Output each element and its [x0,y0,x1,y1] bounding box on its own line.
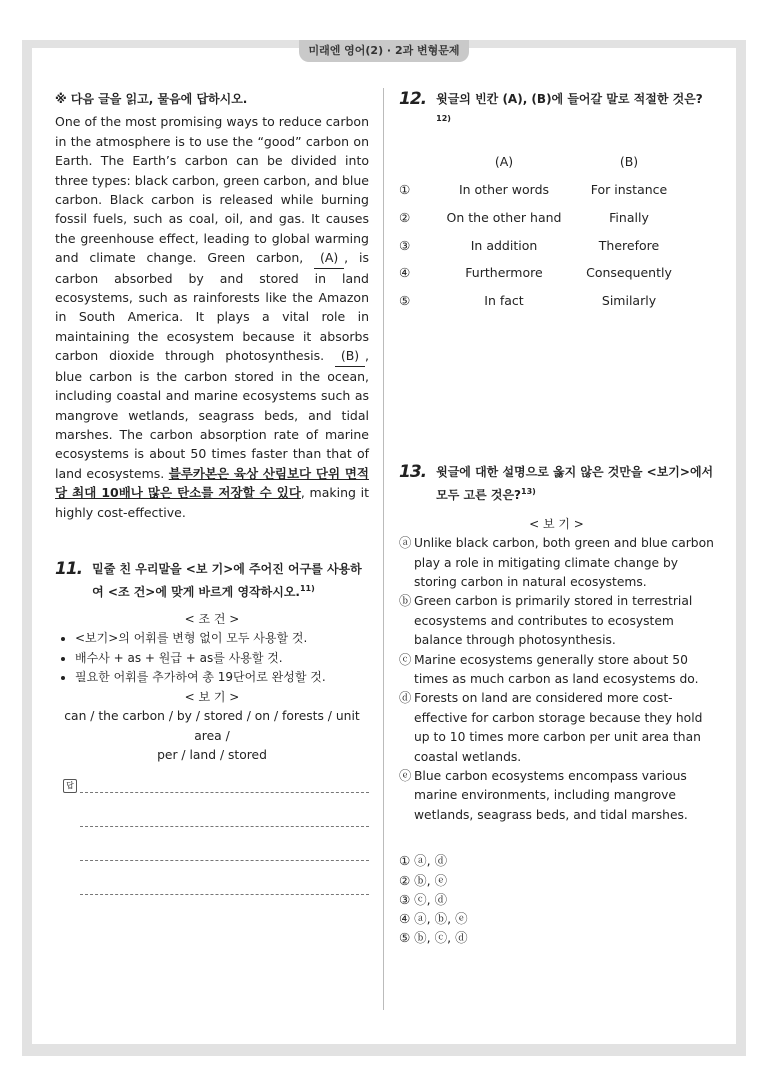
item-mark: ⓐ [399,536,412,551]
list-item [399,767,714,825]
item-text: Green carbon is primarily stored in terrestrial ecosystems and contributes to ecosystem balance through photosynthesis. [414,594,693,648]
option-mark: ⑤ [399,293,411,309]
option-mark: ① [399,181,411,197]
option-a: Furthermore [465,265,543,281]
passage-part-1: One of the most promising ways to reduce carbon in the atmosphere is to use the “good” carbon on Earth. The Earth’s carbon can be divided into three types: black carbon, green carbon, and blue carbon. Black carbon is released while burning fossil fuels, such as coal, oil, and gas. It causes the greenhouse effect, leading to global warming and climate change. Green carbon, [55,114,369,266]
q11-box-line-2: per / land / stored [157,748,267,763]
q12-heading [399,90,714,132]
condition-item: • <보기>의 어휘를 변형 없이 모두 사용할 것. [75,629,369,649]
q12-text: 윗글의 빈칸 (A), (B)에 들어갈 말로 적절한 것은? [436,92,703,106]
underlined-korean: 블루카본은 육상 산림보다 단위 면적당 최대 10배나 많은 탄소를 저장할 수 있다 [55,465,369,501]
answer-label-icon: 답 [63,779,77,793]
answer-line[interactable] [80,893,369,895]
item-mark: ⓑ [399,594,412,609]
q11-condition-title: < 조 건 > [184,611,240,626]
condition-item: • 배수사 + as + 원급 + as를 사용할 것. [75,649,369,669]
option-row[interactable] [399,231,679,259]
q12-number: 12. [399,89,427,109]
passage-part-4: , making it highly cost-effective. [55,485,370,520]
item-mark: ⓓ [399,691,412,706]
q13-items [399,534,714,825]
blank-b: (B) [335,346,365,366]
q12-options-table [399,148,679,315]
option-b: For instance [590,181,668,197]
answer-choice[interactable]: ② ⓑ, ⓔ [399,872,448,888]
option-row[interactable] [399,204,679,232]
option-a: In addition [470,237,538,253]
right-column [399,90,714,948]
item-text: Forests on land are considered more cost-effective for carbon storage because they hold up to 10 times more carbon per unit area than coastal wetlands. [414,691,703,764]
column-a-header: (A) [494,154,514,170]
instruction: ※ 다음 글을 읽고, 물음에 답하시오. [55,92,248,106]
q11-box-line-1: can / the carbon / by / stored / on / forests / unit area / [64,709,360,743]
list-item [399,592,714,650]
item-mark: ⓒ [399,652,412,667]
list-item [399,651,714,690]
answer-choice[interactable]: ① ⓐ, ⓓ [399,853,448,869]
q11-answer-area[interactable] [55,781,369,895]
q11-box-title: < 보 기 > [184,689,240,704]
option-mark: ② [399,209,411,225]
table-header-row [399,148,679,176]
option-a: On the other hand [446,209,562,225]
option-b: Therefore [598,237,660,253]
blank-a: (A) [314,248,344,268]
option-a: In other words [458,181,550,197]
q13-number: 13. [399,461,427,482]
answer-line[interactable] [80,791,369,793]
q11-text: 밑줄 친 우리말을 <보 기>에 주어진 어구를 사용하여 <조 건>에 맞게 바르게 영작하시오. [92,561,362,599]
q11-number: 11. [55,558,83,579]
option-a: In fact [484,293,524,309]
item-text: Blue carbon ecosystems encompass various marine environments, including mangrove wetlands, seagrass beds, and tidal marshes. [414,769,688,822]
column-b-header: (B) [619,154,639,170]
answer-choice[interactable]: ④ ⓐ, ⓑ, ⓔ [399,911,468,927]
condition-item: • 필요한 어휘를 추가하여 총 19단어로 완성할 것. [75,668,369,688]
option-mark: ③ [399,237,411,253]
item-text: Unlike black carbon, both green and blue carbon play a role in mitigating climate change by storing carbon in natural ecosystems. [414,536,714,589]
q13-footnote: 13) [521,486,536,496]
option-row[interactable] [399,176,679,204]
answer-choice[interactable]: ③ ⓒ, ⓓ [399,891,448,907]
q11-footnote: 11) [299,583,315,593]
answer-choice[interactable]: ⑤ ⓑ, ⓒ, ⓓ [399,930,468,946]
q11-conditions [55,629,369,688]
q13-choices [399,851,714,947]
column-divider [383,88,384,1010]
option-b: Finally [609,209,649,225]
answer-line[interactable] [80,825,369,827]
option-b: Consequently [586,265,672,281]
option-row[interactable] [399,287,679,315]
option-mark: ④ [399,265,411,281]
answer-line[interactable] [80,859,369,861]
list-item [399,534,714,592]
option-b: Similarly [601,293,657,309]
left-column [55,90,369,895]
passage [55,112,369,522]
option-row[interactable] [399,259,679,287]
passage-part-3: , blue carbon is the carbon stored in the ocean, including coastal and marine ecosystems such as mangrove wetlands, seagrass beds, and tidal marshes. The carbon absorption rate of marine ecosystems is about 50 times faster than that of land ecosystems. [55,348,369,481]
passage-part-2: , is carbon absorbed by and stored in land ecosystems, such as rainforests like the Amazon in South America. It plays a vital role in maintaining the ecosystem because it absorbs carbon dioxide through photosynthesis. [55,250,369,364]
q13-box-title: < 보 기 > [529,516,584,531]
q11-heading [55,560,369,602]
item-mark: ⓔ [399,769,412,784]
list-item [399,689,714,767]
q12-footnote: 12) [436,114,451,123]
header-tab: 미래엔 영어(2) · 2과 변형문제 [299,40,469,62]
q13-text: 윗글에 대한 설명으로 옳지 않은 것만을 <보기>에서 모두 고른 것은? [436,464,714,502]
item-text: Marine ecosystems generally store about 50 times as much carbon as land ecosystems do. [414,652,699,687]
q13-heading [399,463,714,505]
